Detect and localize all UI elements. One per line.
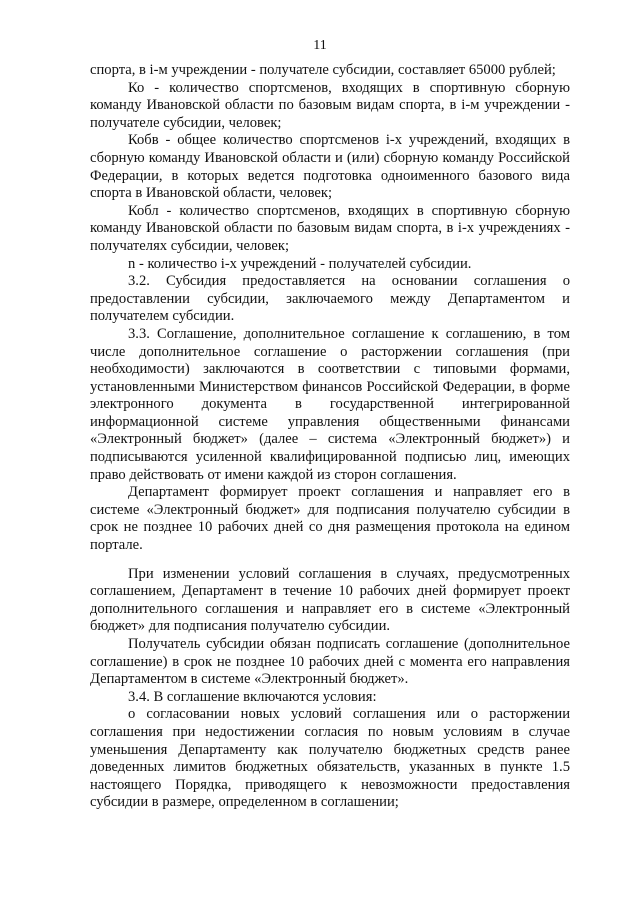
paragraph: Получатель субсидии обязан подписать соглашение (дополнительное соглашение) в срок не позднее 10 рабочих дней с момента его направления Департаментом в системе «Электронный бюджет». <box>90 636 570 688</box>
paragraph: о согласовании новых условий соглашения или о расторжении соглашения при недостижении согласия по новым условиям в случае уменьшения Департаменту как получателю бюджетных средств ранее доведенных лимитов бюджетных обязательств, указанных в пункте 1.5 настоящего Порядка, приводящего к невозможности предоставления субсидии в размере, определенном в соглашении; <box>90 706 570 811</box>
paragraph: Кобв - общее количество спортсменов i-х учреждений, входящих в сборную команду Ивановской области и (или) сборную команду Российской Федерации, в которых ведется подготовка одноименного базового вида спорта в Ивановской области, человек; <box>90 132 570 202</box>
paragraph: Ко - количество спортсменов, входящих в спортивную сборную команду Ивановской области по базовым видам спорта, в i-м учреждении - получателе субсидии, человек; <box>90 79 570 131</box>
page-number: 11 <box>313 38 327 53</box>
paragraph: спорта, в i-м учреждении - получателе субсидии, составляет 65000 рублей; <box>90 62 556 78</box>
paragraph: 3.4. В соглашение включаются условия: <box>128 688 377 705</box>
document-body <box>90 62 570 812</box>
paragraph: 3.3. Соглашение, дополнительное соглашение к соглашению, в том числе дополнительное соглашение о расторжении соглашения (при необходимости) заключаются в соответствии с типовыми формами, установленными Министерством финансов Российской Федерации, в форме электронного документа в государственной интегрированной информационной системе управления общественными финансами «Электронный бюджет» (далее – система «Электронный бюджет») и подписываются усиленной квалифицированной подписью лиц, имеющих право действовать от имени каждой из сторон соглашения. <box>90 325 570 483</box>
paragraph: Департамент формирует проект соглашения и направляет его в системе «Электронный бюджет» для подписания получателю субсидии в срок не позднее 10 рабочих дней со дня размещения протокола на едином портале. <box>90 484 570 554</box>
paragraph: n - количество i-х учреждений - получателей субсидии. <box>128 255 472 272</box>
paragraph: При изменении условий соглашения в случаях, предусмотренных соглашением, Департамент в течение 10 рабочих дней формирует проект дополнительного соглашения и направляет его в системе «Электронный бюджет» для подписания получателю субсидии. <box>90 565 570 635</box>
paragraph: Кобл - количество спортсменов, входящих в спортивную сборную команду Ивановской области по базовым видам спорта, в i-х учреждениях - получателях субсидии, человек; <box>90 202 570 254</box>
paragraph: 3.2. Субсидия предоставляется на основании соглашения о предоставлении субсидии, заключаемого между Департаментом и получателем субсидии. <box>90 273 570 325</box>
